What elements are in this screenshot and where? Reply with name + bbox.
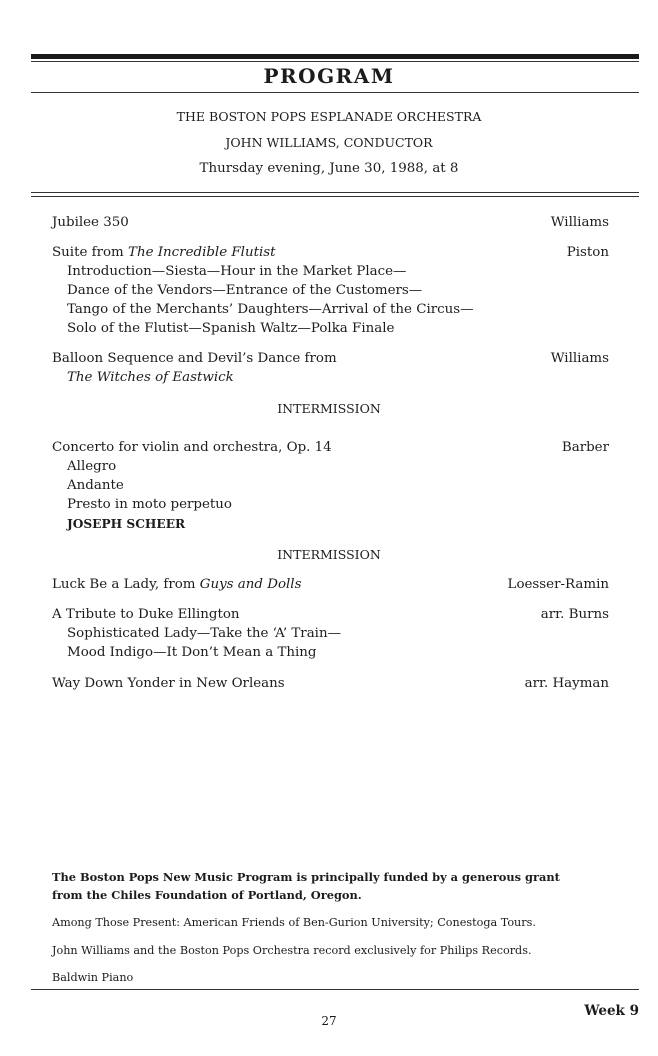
composer: Loesser-Ramin — [507, 577, 609, 592]
concert-date: Thursday evening, June 30, 1988, at 8 — [199, 161, 459, 176]
composer: arr. Hayman — [524, 676, 609, 691]
composer: arr. Burns — [540, 607, 609, 622]
top-thick-rule — [31, 54, 639, 59]
top-thin-rule — [31, 61, 639, 62]
piece-title: Balloon Sequence and Devil’s Dance from — [52, 351, 337, 366]
piece-title-italic: Guys and Dolls — [199, 577, 302, 592]
footer-rule — [31, 989, 639, 990]
soloist: JOSEPH SCHEER — [67, 517, 186, 531]
composer: Williams — [550, 215, 609, 230]
intermission: INTERMISSION — [277, 547, 381, 562]
header-rule-2 — [31, 196, 639, 197]
movement: Tango of the Merchants’ Daughters—Arrival of the Circus— — [67, 302, 474, 317]
movement: Presto in moto perpetuo — [67, 497, 232, 512]
movement: Mood Indigo—It Don’t Mean a Thing — [67, 645, 317, 660]
piece-title: Suite from The Incredible Flutist — [52, 245, 276, 260]
funding-note-line-1: The Boston Pops New Music Program is principally funded by a generous grant — [52, 870, 560, 884]
movement: Solo of the Flutist—Spanish Waltz—Polka Finale — [67, 321, 395, 336]
conductor-name: JOHN WILLIAMS, CONDUCTOR — [225, 135, 433, 150]
piece-title-italic: The Incredible Flutist — [128, 245, 276, 260]
piece-title: Luck Be a Lady, from Guys and Dolls — [52, 577, 302, 592]
orchestra-name: THE BOSTON POPS ESPLANADE ORCHESTRA — [176, 109, 482, 124]
page-title: PROGRAM — [263, 64, 395, 88]
movement: Sophisticated Lady—Take the ‘A’ Train— — [67, 626, 341, 641]
composer: Barber — [561, 440, 609, 455]
piece-title: A Tribute to Duke Ellington — [52, 607, 240, 622]
week-label: Week 9 — [584, 1003, 639, 1019]
piece-title: Concerto for violin and orchestra, Op. 14 — [52, 440, 332, 455]
among-those-present: Among Those Present: American Friends of Ben-Gurion University; Conestoga Tours. — [52, 916, 536, 929]
piece-title: Jubilee 350 — [52, 215, 129, 230]
movement: Introduction—Siesta—Hour in the Market Place— — [67, 264, 407, 279]
funding-note-line-2: from the Chiles Foundation of Portland, Oregon. — [52, 888, 362, 902]
piece-title: Way Down Yonder in New Orleans — [52, 676, 285, 691]
intermission: INTERMISSION — [277, 401, 381, 416]
movement: Dance of the Vendors—Entrance of the Customers— — [67, 283, 423, 298]
composer: Piston — [566, 245, 609, 260]
movement: Andante — [67, 478, 124, 493]
page-number: 27 — [321, 1014, 337, 1028]
movement: Allegro — [67, 459, 117, 474]
title-rule — [31, 92, 639, 93]
recording-note: John Williams and the Boston Pops Orchestra record exclusively for Philips Records. — [52, 944, 532, 957]
composer: Williams — [550, 351, 609, 366]
piano-note: Baldwin Piano — [52, 971, 134, 984]
piece-title-italic: The Witches of Eastwick — [67, 370, 234, 385]
header-rule-1 — [31, 192, 639, 193]
